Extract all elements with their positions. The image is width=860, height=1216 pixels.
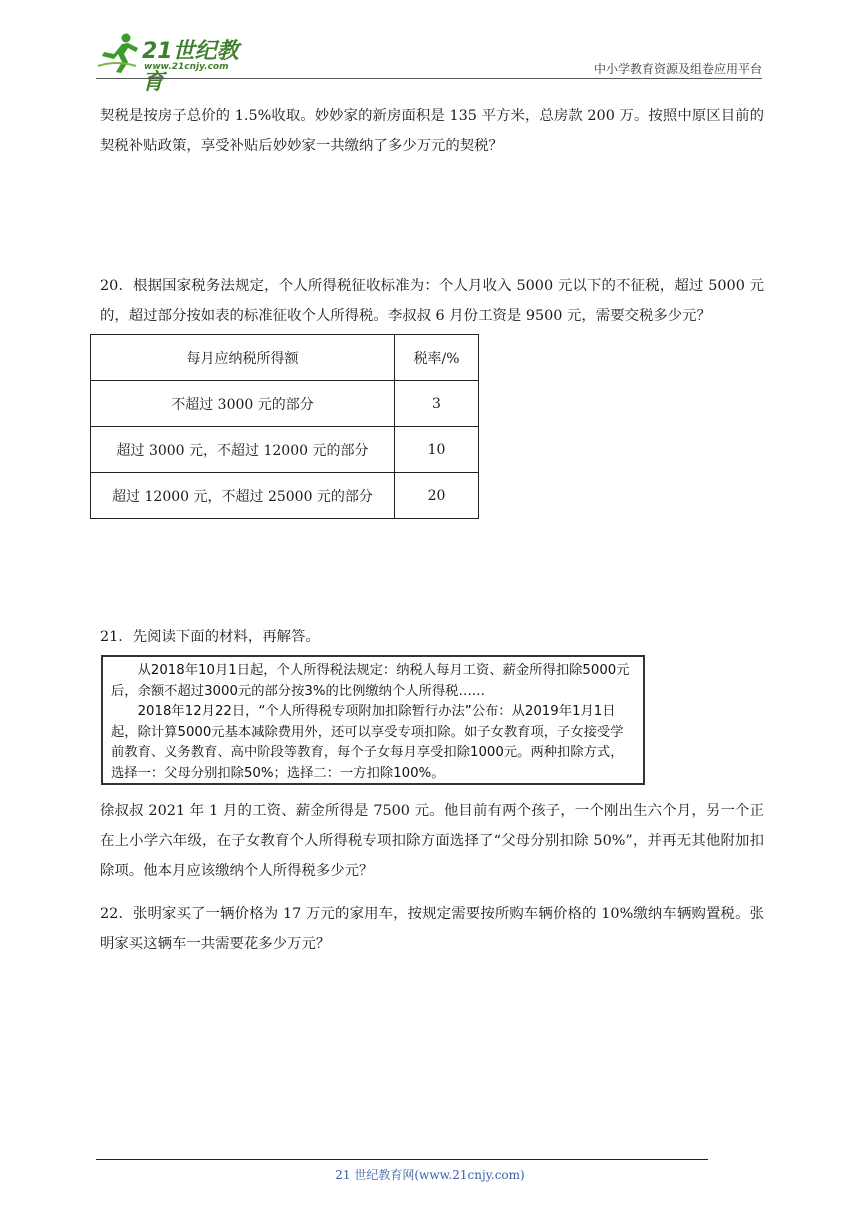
table-cell: 10 [395, 427, 479, 473]
header-divider [96, 78, 762, 79]
table-header-cell: 每月应纳税所得额 [91, 335, 395, 381]
page-header [96, 30, 762, 95]
table-cell: 不超过 3000 元的部分 [91, 381, 395, 427]
header-site-name: 中小学教育资源及组卷应用平台 [593, 62, 762, 76]
tax-rate-table [90, 334, 479, 519]
table-cell: 3 [395, 381, 479, 427]
table-cell: 超过 3000 元，不超过 12000 元的部分 [91, 427, 395, 473]
material-paragraph: 2018年12月22日，“个人所得税专项附加扣除暂行办法”公布：从2019年1月1日起，除计算5000元基本减除费用外，还可以享受专项扣除。如子女教育项，子女接受学前教育、义务教育、高中阶段等教育，每个子女每月享受扣除1000元。两种扣除方式，选择一：父母分别扣除50%；选择二：一方扣除100%。 [111, 704, 624, 781]
question-19-continuation: 契税是按房子总价的 1.5%收取。妙妙家的新房面积是 135 平方米，总房款 200 万。按照中原区目前的契税补贴政策，享受补贴后妙妙家一共缴纳了多少万元的契税？ [100, 108, 764, 154]
table-header-row [91, 335, 479, 381]
question-21-text: 徐叔叔 2021 年 1 月的工资、薪金所得是 7500 元。他目前有两个孩子，一个刚出生六个月，另一个正在上小学六年级，在子女教育个人所得税专项扣除方面选择了“父母分别扣除 50%”，并再无其他附加扣除项。他本月应该缴纳个人所得税多少元？ [100, 803, 764, 879]
material-paragraph: 从2018年10月1日起，个人所得税法规定：纳税人每月工资、薪金所得扣除5000元后，余额不超过3000元的部分按3%的比例缴纳个人所得税…… [111, 663, 630, 699]
question-22-text: 22．张明家买了一辆价格为 17 万元的家用车，按规定需要按所购车辆价格的 10%缴纳车辆购置税。张明家买这辆车一共需要花多少万元？ [100, 906, 764, 952]
table-row [91, 381, 479, 427]
page-footer: 21 世纪教育网(www.21cnjy.com) [335, 1168, 525, 1182]
footer-divider [96, 1159, 708, 1160]
table-cell: 超过 12000 元，不超过 25000 元的部分 [91, 473, 395, 519]
logo-text: 21世纪教育 [142, 39, 239, 95]
logo [96, 32, 256, 95]
question-20-text: 20．根据国家税务法规定，个人所得税征收标准为：个人月收入 5000 元以下的不征税，超过 5000 元的，超过部分按如表的标准征收个人所得税。李叔叔 6 月份工资是 9500 元，需要交税多少元？ [100, 278, 764, 324]
runner-logo-icon [96, 32, 140, 74]
table-row [91, 427, 479, 473]
logo-url: www.21cnjy.com [144, 62, 229, 72]
question-21-intro: 21．先阅读下面的材料，再解答。 [100, 629, 320, 645]
table-cell: 20 [395, 473, 479, 519]
table-header-cell: 税率/% [395, 335, 479, 381]
table-row [91, 473, 479, 519]
reading-material-box [101, 655, 645, 785]
